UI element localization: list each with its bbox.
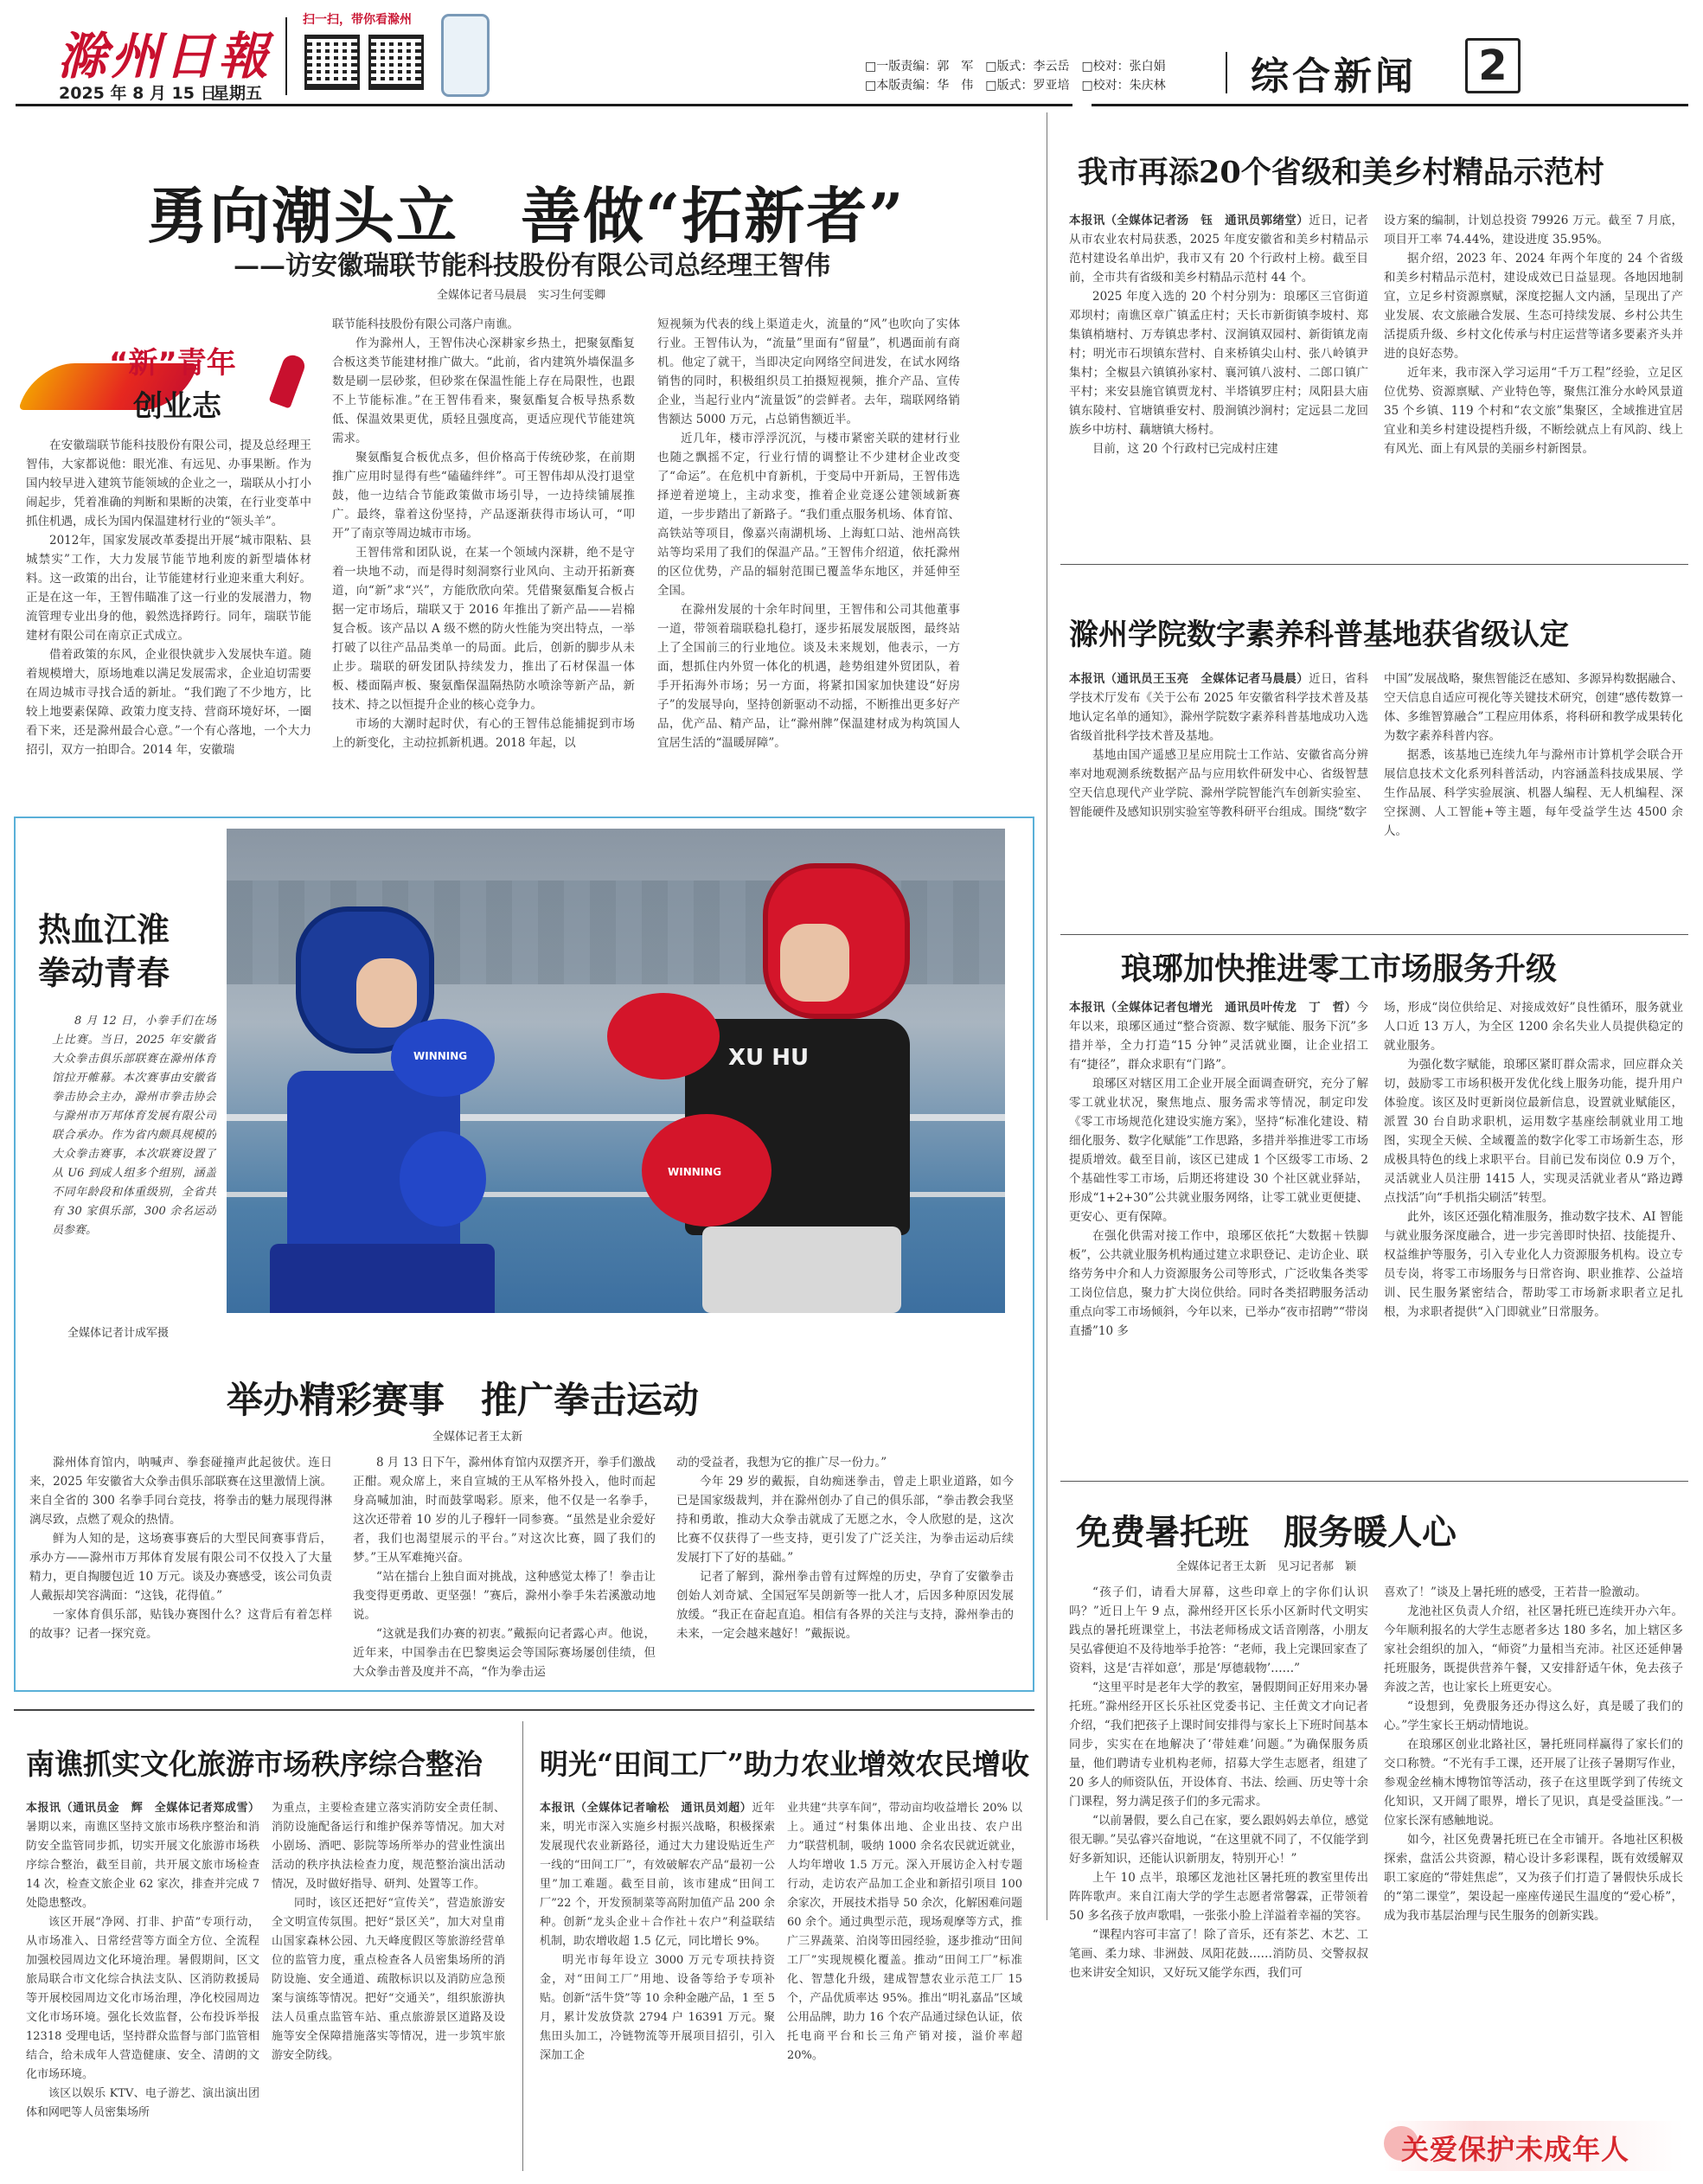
byline: 本报讯（通讯员金 辉 全媒体记者郑成雪） [26,1802,259,1815]
lead-paragraph: 近日，省科学技术厅发布《关于公布 2025 年安徽省科学技术普及基地认定名单的通知》，滁州学院数字素养科普基地成功入选省级首批科学技术普及基地。 [1069,672,1368,743]
paragraph: 基地由国产遥感卫星应用院士工作站、安徽省高分辨率对地观测系统数据产品与应用软件研发中心、省级智慧空天信息现代产业学院、滁州学院智能汽车创新实验室、智能硬件及感知识别实验室等教科研平台组成。围绕“数字 [1069,748,1368,819]
mingguang-article-col-1 [540,1799,775,2171]
qr-code-icon[interactable] [368,35,424,90]
blue-glove-icon [400,1131,486,1226]
paragraph: 借着政策的东风，企业很快就步入发展快车道。随着规模增大，原场地难以满足发展需求，企业迫切需要在周边城市寻找合适的新址。“我们跑了不少地方，比较上地要素保障、政策力度支持、营商环境好坏，一圈看下来，还是滁州最合心意。”一个有心落地，一个大力招引，双方一拍即合。2014 年，安徽瑞 [26,648,311,757]
paragraph: “这里平时是老年大学的教室，暑假期间正好用来办暑托班。”滁州经开区长乐社区党委书记、主任黄文才向记者介绍，“我们把孩子上课时间安排得与家长上下班时间基本同步，实实在在地解决了‘带娃难’问题。”为确保服务质量，他们聘请专业机构老师，招募大学生志愿者，组建了 20 多人的师资队伍，开设体育、书法、绘画、历史等十余门课程，努力满足孩子们的多元需求。 [1069,1681,1368,1809]
paragraph: 在安徽瑞联节能科技股份有限公司，提及总经理王智伟，大家都说他：眼光准、有远见、办事果断。作为国内较早进入建筑节能领域的企业之一，瑞联从小打小闹起步，凭着准确的判断和果断的决策，在行业变革中抓住机遇，成长为国内保温建材行业的“领头羊”。 [26,439,311,528]
section-title: 综合新闻 [1251,54,1417,99]
mingguang-article-title: 明光“田间工厂”助力农业增效农民增收 [540,1747,1029,1781]
nanqiao-article-col-1 [26,1799,259,2171]
paragraph: 鲜为人知的是，这场赛事赛后的大型民间赛事背后，承办方——滁州市万邦体育发展有限公司不仅投入了大量精力，更自掏腰包近 10 万元。谈及办赛感受，该公司负责人戴振却笑容满面：“这钱，花得值。” [29,1532,332,1603]
column-divider [522,1721,523,2171]
lead-paragraph: 近日，记者从市农业农村局获悉，2025 年度安徽省和美乡村精品示范村建设名单出炉，我市又有 20 个行政村上榜。截至目前，全市共有省级和美乡村精品示范村 44 个。 [1069,214,1368,285]
nanqiao-article-title: 南谯抓实文化旅游市场秩序综合整治 [26,1747,483,1781]
new-youth-logo [26,334,311,429]
paragraph: 记者了解到，滁州拳击曾有过辉煌的历史，孕育了安徽拳击创始人刘奇斌、全国冠军吴朗新等一批人才，后因多种原因发展放缓。“我正在奋起直追。相信有各界的关注与支持，滁州拳击的未来，一定会越来越好！”戴振说。 [676,1570,1014,1641]
main-article-col-2 [332,315,635,766]
masthead-rule [16,104,1072,106]
paragraph [1069,211,1368,287]
paragraph: 王智伟常和团队说，在某一个领域内深耕，绝不是守着一块地不动，而是得时刻洞察行业风向、主动开拓新赛道，向“新”求“兴”，方能欣欣向荣。凭借聚氨酯复合板占据一定市场后，瑞联又于 2016 年推出了新产品——岩棉复合板。该产品以 A 级不燃的防火性能为突出特点，一举打破了以往产品品类单一的局面。此后，创新的脚步从未止步。瑞联的研发团队持续发力，推出了石材保温一体板、楼面隔声板、聚氨酯保温隔热防水喷涂等新产品，新技术、持之以恒提升企业的核心竞争力。 [332,546,635,712]
main-article-col-3 [657,315,960,766]
page-number-box [1465,38,1521,93]
scan-prompt: 扫一扫，带你看滁州 [303,13,412,27]
paragraph: 喜欢了！”谈及上暑托班的感受，王若昔一脸激动。 [1384,1585,1647,1599]
editors-line-2: □本版责编：华 伟 □版式：罗亚培 □校对：朱庆林 [865,79,1166,93]
masthead [0,0,1703,104]
paper-logo: 滁州日報 [57,27,272,86]
red-glove-icon [607,993,720,1079]
paragraph: “设想到，免费服务还办得这么好，真是暖了我们的心。”学生家长王炳动情地说。 [1384,1700,1683,1732]
paragraph: 在琅琊区创业北路社区，暑托班同样赢得了家长们的交口称赞。“不光有手工课，还开展了让孩子暑期写作业，参观金丝楠木博物馆等活动，孩子在这里既学到了传统文化知识，又开阔了眼界，增长了见识，真是受益匪浅。”一位家长深有感触地说。 [1384,1738,1683,1828]
page-number: 2 [1478,42,1508,90]
logo-line-2: 创业志 [133,389,221,424]
byline: 本报讯（全媒体记者包增光 通讯员叶传龙 丁 哲） [1069,1001,1357,1015]
paragraph [1069,669,1368,746]
paragraph: “站在擂台上独自面对挑战，这种感觉太棒了！拳击让我变得更勇敢、更坚强！”赛后，滁州小拳手朱若溪激动地说。 [353,1570,656,1622]
phone-icon [441,14,490,97]
paragraph: 此外，该区还强化精准服务，推动数字技术、AI 智能与就业服务深度融合，进一步完善即时快招、技能提升、权益维护等服务，引入专业化人力资源服务机构。设立专员专岗，将零工市场服务与日常咨询、职业推荐、公益培训、民生服务紧密结合，帮助零工市场新求职者立足扎根，为求职者提供“入门即就业”日常服务。 [1384,1210,1683,1319]
paragraph: 该区开展“净网、打非、护苗”专项行动，从市场准入、日常经营等方面全方位、全流程加强校园周边文化环境治理。暑假期间，区文旅局联合市文化综合执法支队、区消防救援局等开展校园周边文化市场治理，净化校园周边文化市场环境。强化长效监督，公布投诉举报 12318 受理电话，坚持群众监督与部门监管相结合，给未成年人营造健康、安全、清朗的文化市场环境。 [26,1916,259,2081]
paragraph: “孩子们，请看大屏幕，这些印章上的字你们认识吗？”近日上午 9 点，滁州经开区长乐小区新时代文明实践点的暑托班课堂上，书法老师杨成文话音刚落，小朋友吴弘睿便迫不及待地举手抢答：“老师，我上完课回家查了资料，这是‘吉祥如意’，那是‘厚德载物’……” [1069,1585,1368,1675]
paragraph: 场，形成“岗位供给足、对接成效好”良性循环，服务就业人口近 13 万人，为全区 1200 余名失业人员提供稳定的就业服务。 [1384,1001,1683,1053]
paragraph: 短视频为代表的线上渠道走火，流量的“风”也吹向了实体行业。王智伟认为，“流量”里面有“留量”，机遇面前有商机。他定了就干，当即决定向网络空间进发，在试水网络销售的同时，积极组织员工拍摄短视频，推介产品、宣传企业，当起行业内“流量饭”的尝鲜者。去年，瑞联网络销售额达 5000 万元，占总销售额近半。 [657,317,960,426]
paragraph: 中国”发展战略，聚焦智能泛在感知、多源异构数据融合、空天信息自适应可视化等关键技术研究，创建“感传数算一体、多维智算融合”工程应用体系，将科研和教学成果转化为数字素养科普内容。 [1384,672,1683,743]
main-article-title: 勇向潮头立 善做“拓新者” [147,180,906,252]
photo-story-title [38,908,211,995]
lead-paragraph: 暑期以来，南谯区坚持文旅市场秩序整治和消防安全监管同步抓，切实开展文化旅游市场秩序综合整治，截至目前，共开展文旅市场检查 14 次，检查文旅企业 62 家次，排查并完成 7 处隐患整改。 [26,1821,259,1910]
minor-protection-badge [1384,2121,1683,2171]
paragraph: 近几年，楼市浮浮沉沉，与楼市紧密关联的建材行业也随之飘摇不定，行业行情的调整让不少建材企业改变了“命运”。在危机中育新机，于变局中开新局，王智伟选择逆着逆境上，主动求变，推着企业竞逐公建领域新赛道，一步步踏出了新路子。“我们重点服务机场、体育馆、高铁站等项目，像嘉兴南湖机场、上海虹口站、池州高铁站等均采用了我们的保温产品。”王智伟介绍道，依托滁州的区位优势，产品的辐射范围已覆盖华东地区，并延伸至全国。 [657,432,960,598]
paragraph: 在强化供需对接工作中，琅琊区依托“大数据＋铁脚板”，公共就业服务机构通过建立求职登记、走访企业、联络劳务中介和人力资源服务公司等形式，广泛收集各类零工岗位信息，聚力扩大岗位供给。同时各类招聘服务活动重点向零工市场倾斜，今年以来，已举办“夜市招聘”“带岗直播”10 多 [1069,1229,1368,1338]
right-article-3-title: 琅琊加快推进零工市场服务升级 [1121,951,1558,987]
boxing-article-col-1 [29,1453,332,1681]
masthead-divider [285,17,287,95]
paragraph [540,1799,775,1951]
paragraph: 设方案的编制，计划总投资 79926 万元。截至 7 月底，项目开工率 74.44%，建设进度 35.95%。 [1384,214,1683,247]
blue-boxer [244,881,521,1313]
main-article-byline: 全媒体记者马晨晨 实习生何雯卿 [437,289,606,302]
photo-title-text: 热血江淮 拳动青春 [38,910,203,992]
paragraph: 如今，社区免费暑托班已在全市铺开。各地社区积极探索，盘活公共资源，精心设计多彩课程，既有效缓解双职工家庭的“带娃焦虑”，又为孩子们打造了暑假快乐成长的“第二课堂”，架设起一座座传递民生温度的“爱心桥”，成为我市基层治理与民生服务的创新实践。 [1384,1833,1683,1923]
paragraph: 2025 年度入选的 20 个村分别为：琅琊区三官街道邓坝村；南谯区章广镇孟庄村；天长市新街镇李坡村、郑集镇梢塘村、万寿镇忠孝村、汊涧镇双园村、新街镇龙南村；明光市石坝镇东营村、自来桥镇尖山村、张八岭镇尹集村；全椒县六镇镇孙家村、襄河镇八波村、二郎口镇广平村；来安县施官镇贾龙村、半塔镇罗庄村；凤阳县大庙镇东陵村、官塘镇垂安村、殷涧镇沙涧村；定远县二龙回族乡中坊村、藕塘镇大杨村。 [1069,290,1368,437]
paragraph [26,1799,259,1913]
paragraph: 滁州体育馆内，呐喊声、拳套碰撞声此起彼伏。连日来，2025 年安徽省大众拳击俱乐部联赛在这里激情上演。来自全省的 300 名拳手同台竞技，将拳击的魅力展现得淋漓尽致，点燃了观众的热情。 [29,1456,332,1527]
summer-care-byline: 全媒体记者王太新 见习记者郝 颖 [1176,1560,1357,1573]
red-face [780,924,849,1002]
main-article-subtitle: ——访安徽瑞联节能科技股份有限公司总经理王智伟 [234,251,830,281]
boxing-article-title: 举办精彩赛事 推广拳击运动 [227,1379,700,1421]
paragraph: 2012年，国家发展改革委提出开展“城市限粘、县城禁实”工作，大力发展节能节地利废的新型墙体材料。这一政策的出台，让节能建材行业迎来重大利好。正是在这一年，王智伟瞄准了这一行业的发展潜力，物流管理专业出身的他，毅然选择跨行。同年，瑞联节能建材有限公司在南京正式成立。 [26,534,311,643]
section-rule [1060,934,1688,935]
right-article-3-col-2 [1384,998,1683,1455]
paragraph: 明光市每年设立 3000 万元专项扶持资金，对“田间工厂”用地、设备等给予专项补贴。创新“活牛贷”等 10 余种金融产品，1 至 5 月，累计发放贷款 2794 户 16391 万元。聚焦田头加工，冷链物流等开展项目招引，引入深加工企 [540,1954,775,2062]
mingguang-article-col-2 [787,1799,1022,2171]
boxing-article-byline: 全媒体记者王太新 [432,1431,523,1444]
photo-credit: 全媒体记者计成军摄 [67,1327,170,1340]
red-shirt-text: XU HU [728,1045,810,1071]
right-article-1-col-1 [1069,211,1368,548]
paragraph: 上午 10 点半，琅琊区龙池社区暑托班的教室里传出阵阵歌声。来自江南大学的学生志愿者常馨霖，正带领着 50 多名孩子放声歌唱，一张张小脸上洋溢着幸福的笑容。 [1069,1871,1368,1923]
right-article-2-col-2 [1384,669,1683,920]
byline: 本报讯（通讯员王玉亮 全媒体记者马晨晨） [1069,672,1309,686]
paragraph: “以前暑假，要么自己在家，要么跟妈妈去单位，感觉很无聊。”吴弘睿兴奋地说，“在这里就不同了，不仅能学到好多新知识，还能认识新朋友，特别开心！” [1069,1814,1368,1866]
red-shorts [702,1226,901,1313]
paragraph: 该区以娱乐 KTV、电子游艺、演出演出团体和网吧等人员密集场所 [26,2087,259,2119]
boxing-article-col-3 [676,1453,1014,1681]
section-rule [1060,564,1688,565]
red-glove-brand: WINNING [668,1166,722,1178]
blue-shorts [270,1244,495,1313]
right-article-1-col-2 [1384,211,1683,548]
summer-care-title: 免费暑托班 服务暖人心 [1076,1512,1457,1553]
photo-caption [52,1012,216,1323]
boxing-photo [227,829,1005,1313]
lead-paragraph: 今年以来，琅琊区通过“整合资源、数字赋能、服务下沉”多措并举，全力打造“15 分钟”灵活就业圈，让企业招工有“捷径”，群众求职有“门路”。 [1069,1001,1368,1072]
paragraph: 作为滁州人，王智伟决心深耕家乡热土，把聚氨酯复合板这类节能建材推广做大。“此前，省内建筑外墙保温多数是刷一层砂浆，但砂浆在保温性能上存在局限性，也跟不上节能标准。”在王智伟看来，聚氨酯复合板导热系数低、保温效果更优，质轻且强度高，更适应现代节能建筑需求。 [332,336,635,445]
blue-face [356,958,417,1028]
paragraph: 为重点，主要检查建立落实消防安全责任制、消防设施配备运行和维护保养等情况。加大对小剧场、酒吧、影院等场所举办的营业性演出活动的秩序执法检查力度，规范整治演出活动情况，及时做好指导、研判、处置等工作。 [272,1802,505,1891]
caption-text: 8 月 12 日，小拳手们在场上比赛。当日，2025 年安徽省大众拳击俱乐部联赛在滁州体育馆拉开帷幕。本次赛事由安徽省拳击协会主办，滁州市拳击协会与滁州市万邦体育发展有限公司联合承办。作为省内颇具规模的大众拳击赛事，本次联赛设置了从 U6 到成人组多个组别，涵盖不同年龄段和体重级别，全省共有 30 家俱乐部，300 余名运动员参赛。 [52,1015,216,1237]
lead-paragraph: 近年来，明光市深入实施乡村振兴战略，积极探索发展现代农业新路径，通过大力建设贴近生产一线的“田间工厂”，有效破解农产品“最初一公里”加工难题。截至目前，该市建成“田间工厂”22 个，开发预制菜等高附加值产品 200 余种。创新“龙头企业＋合作社＋农户”利益联结机制，助农增收超 1.5 亿元，同比增长 9%。 [540,1802,775,1948]
paragraph: 同时，该区还把好“宣传关”，营造旅游安全文明宣传氛围。把好“景区关”，加大对皇甫山国家森林公园、九天峰度假区等旅游经营单位的监管力度，重点检查各人员密集场所的消防设施、安全通道、疏散标识以及消防应急预案与演练等情况。把好“交通关”，组织旅游执法人员重点监管车站、重点旅游景区道路及设施等安全保障措施落实等情况，进一步筑牢旅游安全防线。 [272,1897,505,2062]
paragraph: 龙池社区负责人介绍，社区暑托班已连续开办六年。今年顺利报名的大学生志愿者多达 180 多名，加上辖区多家社会组织的加入，“师资”力量相当充沛。社区还延伸暑托班服务，既提供营养午餐，又安排舒适午休，免去孩子奔波之苦，也让家长上班更安心。 [1384,1604,1683,1694]
paragraph: 为强化数字赋能，琅琊区紧盯群众需求，回应群众关切，鼓励零工市场积极开发优化线上服务功能，提升用户体验度。该区及时更新岗位最新信息，设置就业赋能区，派置 30 台自助求职机，运用数字基座绘制就业用工地图，实现全天候、全域覆盖的数字化零工市场新生态，形成极具特色的线上求职平台。目前已发布岗位 0.9 万个，灵活就业人员注册 1415 人，实现灵活就业者从“路边蹲点找活”向“手机指尖刷活”转型。 [1384,1058,1683,1205]
section-rule [1060,1481,1688,1482]
masthead-rule-right [1092,104,1688,106]
badge-text: 关爱保护未成年人 [1401,2133,1630,2166]
right-article-2-title: 滁州学院数字素养科普基地获省级认定 [1069,618,1569,652]
right-article-2-col-1 [1069,669,1368,920]
byline: 本报讯（全媒体记者喻松 通讯员刘超） [540,1802,752,1815]
main-article-col-1 [26,436,311,766]
right-article-1-title: 我市再添20个省级和美乡村精品示范村 [1078,155,1604,190]
paragraph: 动的受益者，我想为它的推广尽一份力。” [676,1456,887,1470]
boxing-article-col-2 [353,1453,656,1681]
nanqiao-article-col-2 [272,1799,505,2171]
logo-line-1: “新”青年 [109,346,236,381]
paragraph [1069,998,1368,1074]
paragraph: 在滁州发展的十余年时间里，王智伟和公司其他董事一道，带领着瑞联稳扎稳打，逐步拓展发展版图，最终站上了全国前三的行业地位。谈及未来规划，他表示，一方面，想抓住内外贸一体化的机遇，趁势组建外贸团队，着手开拓海外市场；另一方面，将紧扣国家加快建设“好房子”的发展导向，坚持创新驱动不动摇，不断推出更多好产品，优产品、精产品，让“滁州牌”保温建材成为构筑国人宜居生活的“温暖屏障”。 [657,603,960,750]
paragraph: “课程内容可丰富了！除了音乐，还有茶艺、木艺、工笔画、柔力球、非洲鼓、凤阳花鼓……消防员、交警叔叔也来讲安全知识，又好玩又能学东西，我们可 [1069,1928,1368,1980]
issue-date: 2025 年 8 月 15 日 [59,84,217,103]
paragraph: 据介绍，2023 年、2024 年两个年度的 24 个省级和美乡村精品示范村，建设成效已日益显现。各地因地制宜，立足乡村资源禀赋，深度挖掘人文内涵，呈现出了产业发展、农文旅融合发展、生态可持续发展、乡村公共生活提质升级、乡村文化传承与村庄运营等诸多要素齐头并进的良好态势。 [1384,252,1683,361]
right-article-3-col-1 [1069,998,1368,1455]
paragraph: 琅琊区对辖区用工企业开展全面调查研究，充分了解零工就业状况，聚焦地点、服务需求等情况，制定印发《零工市场规范化建设实施方案》，坚持“标准化建设、精细化服务、数字化赋能”工作思路，多措并举推进零工市场提质增效。截至目前，该区已建成 1 个区级零工市场、2 个基础性零工市场，后期还将建设 30 个社区就业驿站，形成“1+2+30”公共就业服务网络，让零工就业更便捷、更安心、更有保障。 [1069,1077,1368,1224]
summer-care-col-1 [1069,1583,1368,2171]
paragraph: 8 月 13 日下午，滁州体育馆内双摆齐开，拳手们激战正酣。观众席上，来自宣城的王从军格外投入，他时而起身高喊加油，时而鼓掌喝彩。原来，他不仅是一名拳手，这次还带着 10 岁的儿子穆轩一同参赛。“虽然是业余爱好者，我们也渴望展示的平台。”对这次比赛，圆了我们的梦。”王从军难掩兴奋。 [353,1456,656,1565]
paragraph: 联节能科技股份有限公司落户南谯。 [332,317,519,331]
paragraph: 一家体育俱乐部，贴钱办赛图什么？这背后有着怎样的故事？记者一探究竟。 [29,1608,332,1641]
paragraph: “这就是我们办赛的初衷。”戴振向记者露心声。他说，近年来，中国拳击在巴黎奥运会等国际赛场屡创佳绩，但大众拳击普及度并不高，“作为拳击运 [353,1627,656,1679]
paragraph: 聚氨酯复合板优点多，但价格高于传统砂浆，在前期推广应用时显得有些“磕磕绊绊”。可王智伟却从没打退堂鼓，他一边结合节能政策做市场引导，一边持续铺展推广。最终，靠着这份坚持，产品逐渐获得市场认可，“叩开”了南京等周边城市市场。 [332,451,635,541]
summer-care-col-2 [1384,1583,1683,2102]
issue-weekday: 星期五 [213,84,263,103]
paragraph: 业共建“共享车间”，带动亩均收益增长 20% 以上。通过“村集体出地、企业出技、农户出力”联营机制，吸纳 1000 余名农民就近就业，人均年增收 1.5 万元。深入开展访企入村专题行动，走访农产品加工企业和新招引项目 100 余家次，开展技术指导 50 余次，化解困难问题 60 余个。通过典型示范，现场观摩等方式，推广三界蔬菜、泊岗等田园经验，逐步推动“田间工厂”实现规模化覆盖。推动“田间工厂”标准化、智慧化升级，建成智慧农业示范工厂 15 个，产品优质率达 95%。推出“明礼嘉品”区域公用品牌，助力 16 个农产品通过绿色认证，依托电商平台和长三角产销对接，溢价率超 20%。 [787,1802,1022,2062]
paragraph: 近年来，我市深入学习运用“千万工程”经验，立足区位优势、资源禀赋、产业特色等，聚焦江淮分水岭风景道 35 个乡镇、119 个村和“农文旅”集聚区，全域推进宜居宜业和美乡村建设提档升级，不断绘就点上有风韵、线上有风光、面上有风景的美丽乡村新图景。 [1384,366,1683,456]
paragraph: 据悉，该基地已连续九年与滁州市计算机学会联合开展信息技术文化系列科普活动，内容涵盖科技成果展、学生作品展、科学实验展演、机器人编程、无人机编程、深空探测、人工智能+等主题，每年受益学生达 4500 余人。 [1384,748,1683,838]
paragraph: 市场的大潮时起时伏，有心的王智伟总能捕捉到市场上的新变化，主动拉抓新机遇。2018 年起，以 [332,717,635,750]
red-boxer [607,855,988,1313]
paragraph: 今年 29 岁的戴振，自幼痴迷拳击，曾走上职业道路，如今已是国家级裁判，并在滁州创办了自己的俱乐部，“拳击教会我坚持和勇敢，推动大众拳击就成了无愿之水，令人欣慰的是，这次比赛不仅获得了一些支持，更引发了广泛关注，为拳击运动后续发展打下了好的基础。” [676,1475,1014,1565]
editors-line-1: □一版责编：郭 军 □版式：李云岳 □校对：张白娟 [865,60,1166,74]
blue-glove-brand: WINNING [413,1050,468,1062]
byline: 本报讯（全媒体记者汤 钰 通讯员郭绪堂） [1069,214,1309,227]
section-divider [1226,52,1227,93]
qr-code-icon[interactable] [304,35,360,90]
bottom-section-rule [14,1709,1034,1711]
runner-figure-icon [269,352,308,408]
paragraph: 目前，这 20 个行政村已完成村庄建 [1092,442,1278,456]
